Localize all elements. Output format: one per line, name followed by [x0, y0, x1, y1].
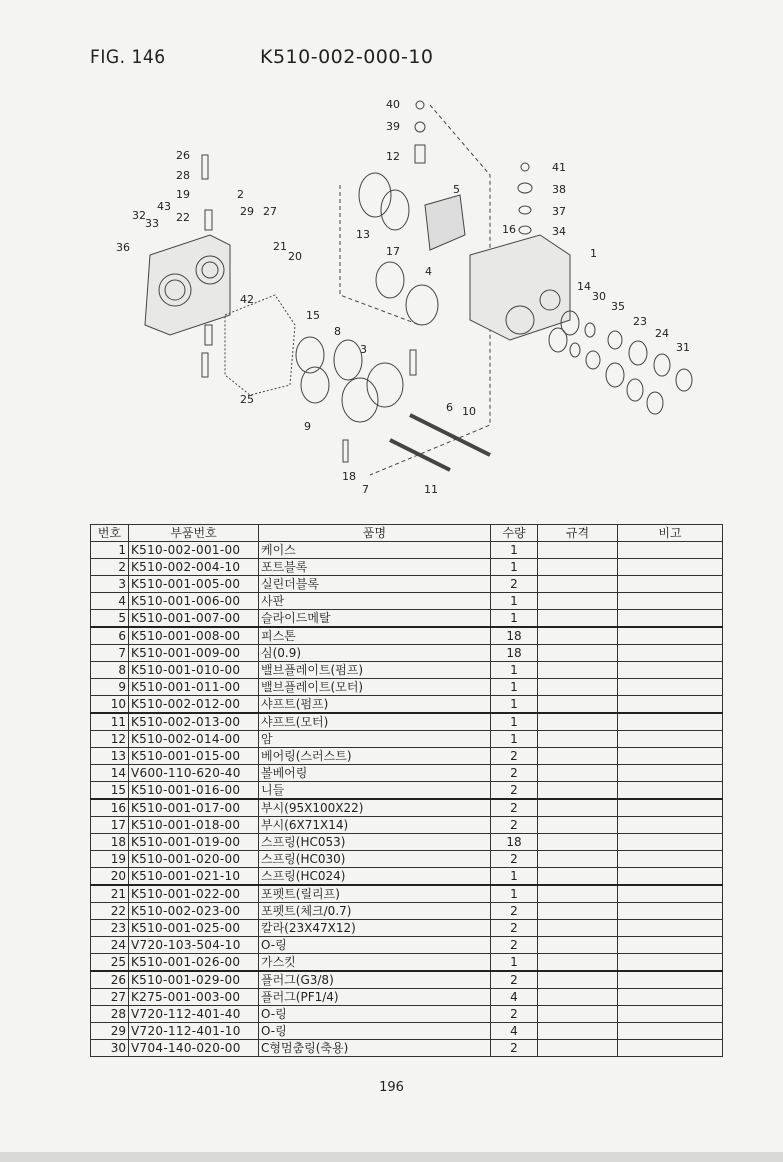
row-remarks [618, 834, 723, 851]
row-number: 18 [91, 834, 129, 851]
row-part-name: 스프링(HC053) [259, 834, 491, 851]
row-part-code: K510-001-026-00 [129, 954, 259, 972]
row-qty: 2 [491, 799, 538, 817]
table-row [91, 782, 723, 800]
row-spec [538, 989, 618, 1006]
table-row [91, 937, 723, 954]
row-number: 9 [91, 679, 129, 696]
row-remarks [618, 542, 723, 559]
row-qty: 18 [491, 834, 538, 851]
row-qty: 2 [491, 920, 538, 937]
row-spec [538, 782, 618, 800]
row-number: 22 [91, 903, 129, 920]
row-remarks [618, 593, 723, 610]
row-number: 5 [91, 610, 129, 628]
row-remarks [618, 765, 723, 782]
row-part-code: K510-002-014-00 [129, 731, 259, 748]
row-remarks [618, 868, 723, 886]
table-row [91, 954, 723, 972]
figure-label: FIG. 146 [90, 46, 166, 68]
table-header-row [91, 525, 723, 542]
row-part-code: K510-002-023-00 [129, 903, 259, 920]
row-remarks [618, 885, 723, 903]
table-row [91, 645, 723, 662]
callout-3: 3 [360, 343, 367, 356]
row-number: 27 [91, 989, 129, 1006]
row-qty: 1 [491, 542, 538, 559]
callout-1: 1 [590, 247, 597, 260]
table-row [91, 885, 723, 903]
row-part-code: K510-002-004-10 [129, 559, 259, 576]
header-part-name: 품명 [259, 525, 491, 542]
row-part-name: 심(0.9) [259, 645, 491, 662]
table-row [91, 679, 723, 696]
row-part-code: K510-001-021-10 [129, 868, 259, 886]
callout-14: 14 [577, 280, 591, 293]
row-number: 28 [91, 1006, 129, 1023]
callout-25: 25 [240, 393, 254, 406]
row-qty: 18 [491, 627, 538, 645]
table-row [91, 593, 723, 610]
table-row [91, 662, 723, 679]
row-qty: 1 [491, 713, 538, 731]
callout-11: 11 [424, 483, 438, 496]
row-spec [538, 817, 618, 834]
row-part-name: 볼베어링 [259, 765, 491, 782]
callout-10: 10 [462, 405, 476, 418]
row-number: 21 [91, 885, 129, 903]
table-row [91, 748, 723, 765]
callout-21: 21 [273, 240, 287, 253]
row-part-code: K510-001-016-00 [129, 782, 259, 800]
row-spec [538, 731, 618, 748]
row-qty: 2 [491, 937, 538, 954]
row-part-code: V600-110-620-40 [129, 765, 259, 782]
row-qty: 4 [491, 1023, 538, 1040]
row-remarks [618, 782, 723, 800]
row-qty: 4 [491, 989, 538, 1006]
callout-26: 26 [176, 149, 190, 162]
row-number: 17 [91, 817, 129, 834]
row-remarks [618, 576, 723, 593]
row-number: 4 [91, 593, 129, 610]
row-part-code: K510-001-015-00 [129, 748, 259, 765]
table-row [91, 765, 723, 782]
row-number: 3 [91, 576, 129, 593]
callout-29: 29 [240, 205, 254, 218]
row-number: 12 [91, 731, 129, 748]
callout-38: 38 [552, 183, 566, 196]
row-spec [538, 954, 618, 972]
row-part-name: 니들 [259, 782, 491, 800]
callout-27: 27 [263, 205, 277, 218]
callout-36: 36 [116, 241, 130, 254]
row-part-name: 부시(95X100X22) [259, 799, 491, 817]
row-spec [538, 645, 618, 662]
row-part-name: 포펫트(릴리프) [259, 885, 491, 903]
callout-33: 33 [145, 217, 159, 230]
row-remarks [618, 627, 723, 645]
callout-12: 12 [386, 150, 400, 163]
table-row [91, 576, 723, 593]
row-spec [538, 748, 618, 765]
table-row [91, 1006, 723, 1023]
row-qty: 2 [491, 576, 538, 593]
callout-39: 39 [386, 120, 400, 133]
row-number: 8 [91, 662, 129, 679]
row-qty: 2 [491, 765, 538, 782]
row-part-code: K510-001-019-00 [129, 834, 259, 851]
row-spec [538, 559, 618, 576]
row-part-name: 포펫트(체크/0.7) [259, 903, 491, 920]
row-number: 19 [91, 851, 129, 868]
row-number: 11 [91, 713, 129, 731]
row-number: 26 [91, 971, 129, 989]
row-qty: 2 [491, 782, 538, 800]
row-remarks [618, 748, 723, 765]
row-part-code: K510-001-029-00 [129, 971, 259, 989]
table-row [91, 1023, 723, 1040]
header-no: 번호 [91, 525, 129, 542]
table-row [91, 731, 723, 748]
table-row [91, 713, 723, 731]
callout-24: 24 [655, 327, 669, 340]
exploded-view-drawing [90, 85, 710, 510]
row-part-code: V720-103-504-10 [129, 937, 259, 954]
callout-22: 22 [176, 211, 190, 224]
row-remarks [618, 1040, 723, 1057]
row-spec [538, 679, 618, 696]
table-row [91, 989, 723, 1006]
row-qty: 1 [491, 885, 538, 903]
row-spec [538, 696, 618, 714]
row-qty: 1 [491, 679, 538, 696]
row-part-name: O-링 [259, 937, 491, 954]
row-number: 14 [91, 765, 129, 782]
row-qty: 2 [491, 971, 538, 989]
row-part-name: 부시(6X71X14) [259, 817, 491, 834]
row-number: 29 [91, 1023, 129, 1040]
row-spec [538, 1040, 618, 1057]
table-row [91, 610, 723, 628]
row-qty: 1 [491, 610, 538, 628]
header-qty: 수량 [491, 525, 538, 542]
callout-34: 34 [552, 225, 566, 238]
row-part-name: 밸브플레이트(모터) [259, 679, 491, 696]
row-qty: 1 [491, 662, 538, 679]
callout-6: 6 [446, 401, 453, 414]
callout-31: 31 [676, 341, 690, 354]
row-qty: 1 [491, 954, 538, 972]
row-qty: 1 [491, 868, 538, 886]
row-number: 23 [91, 920, 129, 937]
callout-30: 30 [592, 290, 606, 303]
row-qty: 2 [491, 851, 538, 868]
assembly-part-number: K510-002-000-10 [260, 46, 434, 68]
row-part-name: 스프링(HC024) [259, 868, 491, 886]
callout-32: 32 [132, 209, 146, 222]
row-qty: 1 [491, 593, 538, 610]
row-remarks [618, 937, 723, 954]
row-part-name: 케이스 [259, 542, 491, 559]
row-number: 24 [91, 937, 129, 954]
row-qty: 2 [491, 903, 538, 920]
row-remarks [618, 610, 723, 628]
row-spec [538, 1006, 618, 1023]
row-remarks [618, 799, 723, 817]
table-row [91, 1040, 723, 1057]
row-spec [538, 610, 618, 628]
callout-8: 8 [334, 325, 341, 338]
row-part-name: 포트블록 [259, 559, 491, 576]
row-part-code: K510-001-025-00 [129, 920, 259, 937]
callout-41: 41 [552, 161, 566, 174]
row-part-name: 스프링(HC030) [259, 851, 491, 868]
row-remarks [618, 903, 723, 920]
row-remarks [618, 731, 723, 748]
row-number: 6 [91, 627, 129, 645]
row-remarks [618, 989, 723, 1006]
row-spec [538, 713, 618, 731]
row-remarks [618, 662, 723, 679]
row-spec [538, 903, 618, 920]
row-number: 2 [91, 559, 129, 576]
row-part-name: 슬라이드메탈 [259, 610, 491, 628]
callout-16: 16 [502, 223, 516, 236]
row-remarks [618, 971, 723, 989]
row-remarks [618, 1006, 723, 1023]
callout-42: 42 [240, 293, 254, 306]
row-number: 13 [91, 748, 129, 765]
row-part-name: 샤프트(모터) [259, 713, 491, 731]
table-row [91, 903, 723, 920]
row-part-code: K510-001-008-00 [129, 627, 259, 645]
row-part-code: K510-001-022-00 [129, 885, 259, 903]
row-number: 15 [91, 782, 129, 800]
callout-37: 37 [552, 205, 566, 218]
row-number: 16 [91, 799, 129, 817]
row-part-code: K510-002-013-00 [129, 713, 259, 731]
row-remarks [618, 851, 723, 868]
row-part-code: K510-001-020-00 [129, 851, 259, 868]
table-row [91, 920, 723, 937]
callout-19: 19 [176, 188, 190, 201]
header-remarks: 비고 [618, 525, 723, 542]
row-remarks [618, 679, 723, 696]
row-qty: 2 [491, 1040, 538, 1057]
callout-4: 4 [425, 265, 432, 278]
row-part-name: O-링 [259, 1006, 491, 1023]
row-remarks [618, 713, 723, 731]
row-remarks [618, 817, 723, 834]
row-number: 20 [91, 868, 129, 886]
row-part-code: K510-001-006-00 [129, 593, 259, 610]
parts-table [90, 524, 723, 1057]
row-number: 7 [91, 645, 129, 662]
table-row [91, 559, 723, 576]
callout-15: 15 [306, 309, 320, 322]
row-part-name: 가스킷 [259, 954, 491, 972]
row-part-code: K510-001-009-00 [129, 645, 259, 662]
row-spec [538, 1023, 618, 1040]
row-part-name: 암 [259, 731, 491, 748]
row-part-code: K510-001-011-00 [129, 679, 259, 696]
row-qty: 1 [491, 559, 538, 576]
table-row [91, 971, 723, 989]
row-qty: 18 [491, 645, 538, 662]
row-part-code: K510-001-018-00 [129, 817, 259, 834]
row-part-code: K510-001-007-00 [129, 610, 259, 628]
row-remarks [618, 559, 723, 576]
row-number: 1 [91, 542, 129, 559]
row-part-name: 샤프트(펌프) [259, 696, 491, 714]
row-spec [538, 627, 618, 645]
row-part-code: V720-112-401-10 [129, 1023, 259, 1040]
row-spec [538, 885, 618, 903]
row-part-code: K510-001-017-00 [129, 799, 259, 817]
row-number: 10 [91, 696, 129, 714]
row-part-code: K275-001-003-00 [129, 989, 259, 1006]
row-part-code: V720-112-401-40 [129, 1006, 259, 1023]
callout-18: 18 [342, 470, 356, 483]
callout-35: 35 [611, 300, 625, 313]
table-row [91, 696, 723, 714]
row-spec [538, 662, 618, 679]
row-qty: 2 [491, 1006, 538, 1023]
row-remarks [618, 1023, 723, 1040]
row-remarks [618, 696, 723, 714]
row-part-name: 베어링(스러스트) [259, 748, 491, 765]
scan-edge [0, 1152, 783, 1162]
table-row [91, 542, 723, 559]
row-spec [538, 576, 618, 593]
header-spec: 규격 [538, 525, 618, 542]
row-part-code: K510-002-001-00 [129, 542, 259, 559]
row-number: 30 [91, 1040, 129, 1057]
callout-20: 20 [288, 250, 302, 263]
row-part-code: K510-001-010-00 [129, 662, 259, 679]
row-part-code: V704-140-020-00 [129, 1040, 259, 1057]
row-part-name: 피스톤 [259, 627, 491, 645]
row-spec [538, 542, 618, 559]
row-remarks [618, 920, 723, 937]
callout-7: 7 [362, 483, 369, 496]
row-qty: 1 [491, 696, 538, 714]
callout-5: 5 [453, 183, 460, 196]
row-spec [538, 851, 618, 868]
row-remarks [618, 645, 723, 662]
row-spec [538, 868, 618, 886]
callout-23: 23 [633, 315, 647, 328]
callout-9: 9 [304, 420, 311, 433]
table-row [91, 817, 723, 834]
table-row [91, 868, 723, 886]
table-row [91, 851, 723, 868]
row-part-code: K510-002-012-00 [129, 696, 259, 714]
row-spec [538, 834, 618, 851]
row-qty: 2 [491, 748, 538, 765]
row-qty: 2 [491, 817, 538, 834]
row-part-name: 사판 [259, 593, 491, 610]
callout-28: 28 [176, 169, 190, 182]
row-spec [538, 799, 618, 817]
row-part-name: 밸브플레이트(펌프) [259, 662, 491, 679]
callout-40: 40 [386, 98, 400, 111]
table-row [91, 627, 723, 645]
callout-2: 2 [237, 188, 244, 201]
row-spec [538, 765, 618, 782]
row-part-name: 칼라(23X47X12) [259, 920, 491, 937]
table-row [91, 799, 723, 817]
row-part-name: 실린더블록 [259, 576, 491, 593]
row-part-name: C형멈춤링(축용) [259, 1040, 491, 1057]
row-part-name: 플러그(G3/8) [259, 971, 491, 989]
callout-13: 13 [356, 228, 370, 241]
page-number: 196 [379, 1080, 404, 1095]
row-part-code: K510-001-005-00 [129, 576, 259, 593]
row-spec [538, 937, 618, 954]
row-part-name: 플러그(PF1/4) [259, 989, 491, 1006]
exploded-parts-diagram [90, 85, 710, 510]
header-part-code: 부품번호 [129, 525, 259, 542]
row-qty: 1 [491, 731, 538, 748]
table-row [91, 834, 723, 851]
row-number: 25 [91, 954, 129, 972]
row-spec [538, 920, 618, 937]
row-spec [538, 593, 618, 610]
row-spec [538, 971, 618, 989]
callout-43: 43 [157, 200, 171, 213]
callout-17: 17 [386, 245, 400, 258]
row-part-name: O-링 [259, 1023, 491, 1040]
row-remarks [618, 954, 723, 972]
